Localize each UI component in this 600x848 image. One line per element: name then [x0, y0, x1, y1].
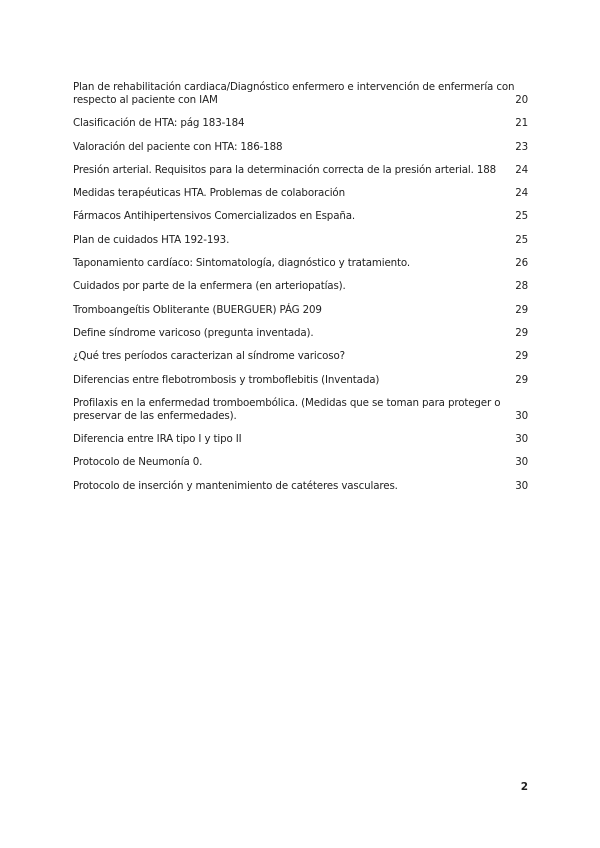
toc-entry[interactable]	[73, 280, 528, 293]
toc-entry-page: 30	[515, 479, 528, 492]
toc-entry-page: 23	[515, 140, 528, 153]
toc-entry[interactable]	[73, 456, 528, 469]
toc-entry[interactable]	[73, 141, 528, 154]
toc-entry[interactable]	[73, 234, 528, 247]
toc-entry-text: Medidas terapéuticas HTA. Problemas de colaboración	[73, 187, 345, 200]
toc-entry-text: Plan de cuidados HTA 192-193.	[73, 233, 230, 246]
toc-entry-text: Presión arterial. Requisitos para la determinación correcta de la presión arterial. 188	[73, 163, 497, 176]
toc-entry-page: 24	[515, 163, 528, 176]
toc-entry-text: Profilaxis en la enfermedad tromboembólica. (Medidas que se toman para proteger o	[73, 396, 501, 409]
toc-entry-page: 24	[515, 187, 528, 200]
toc-entry[interactable]	[73, 81, 528, 107]
toc-entry[interactable]	[73, 433, 528, 446]
toc-entry-page: 26	[515, 257, 528, 270]
toc-entry[interactable]	[73, 117, 528, 130]
toc-entry-text-continued: preservar de las enfermedades).	[73, 409, 237, 422]
toc-entry-text: Valoración del paciente con HTA: 186-188	[73, 140, 283, 153]
toc-entry-page: 29	[515, 326, 528, 339]
toc-entry-text: Tromboangeítis Obliterante (BUERGUER) PÁG 209	[73, 303, 322, 316]
toc-entry[interactable]	[73, 350, 528, 363]
toc-entry-page: 25	[515, 210, 528, 223]
toc-entry-text: Define síndrome varicoso (pregunta inventada).	[73, 326, 314, 339]
toc-entry-text: Taponamiento cardíaco: Sintomatología, diagnóstico y tratamiento.	[73, 257, 411, 270]
toc-entry[interactable]	[73, 210, 528, 223]
toc-entry-page: 20	[515, 94, 528, 106]
toc-entry[interactable]	[73, 187, 528, 200]
toc-entry-text: Plan de rehabilitación cardiaca/Diagnóstico enfermero e intervención de enfermería con	[73, 81, 515, 93]
toc-entry-page: 30	[515, 456, 528, 469]
toc-entry[interactable]	[73, 327, 528, 340]
toc-entry[interactable]	[73, 304, 528, 317]
toc-entry[interactable]	[73, 374, 528, 387]
toc-entry-page: 29	[515, 350, 528, 363]
toc-entry[interactable]	[73, 480, 528, 493]
toc-entry-text: Protocolo de Neumonía 0.	[73, 456, 203, 469]
toc-entry-page: 25	[515, 233, 528, 246]
toc-entry[interactable]	[73, 397, 528, 423]
toc-entry-text: Diferencia entre IRA tipo I y tipo II	[73, 433, 242, 446]
page-number: 2	[520, 781, 528, 793]
toc-entry-page: 28	[515, 280, 528, 293]
toc-entry-text: Fármacos Antihipertensivos Comercializados en España.	[73, 210, 356, 223]
toc-entry-page: 30	[515, 433, 528, 446]
toc-entry-text: ¿Qué tres períodos caracterizan al síndrome varicoso?	[73, 350, 345, 363]
toc-entry-text: Protocolo de inserción y mantenimiento de catéteres vasculares.	[73, 479, 398, 492]
toc-entry-page: 29	[515, 303, 528, 316]
toc-entry-text: Diferencias entre flebotrombosis y tromboflebitis (Inventada)	[73, 373, 380, 386]
toc-entry-page: 29	[515, 373, 528, 386]
table-of-contents	[73, 81, 528, 503]
toc-entry[interactable]	[73, 257, 528, 270]
toc-entry[interactable]	[73, 164, 528, 177]
toc-entry-text: Clasificación de HTA: pág 183-184	[73, 117, 245, 130]
toc-entry-page: 30	[515, 409, 528, 422]
toc-entry-text-continued: respecto al paciente con IAM	[73, 94, 218, 106]
toc-entry-text: Cuidados por parte de la enfermera (en arteriopatías).	[73, 280, 346, 293]
toc-entry-page: 21	[515, 117, 528, 130]
